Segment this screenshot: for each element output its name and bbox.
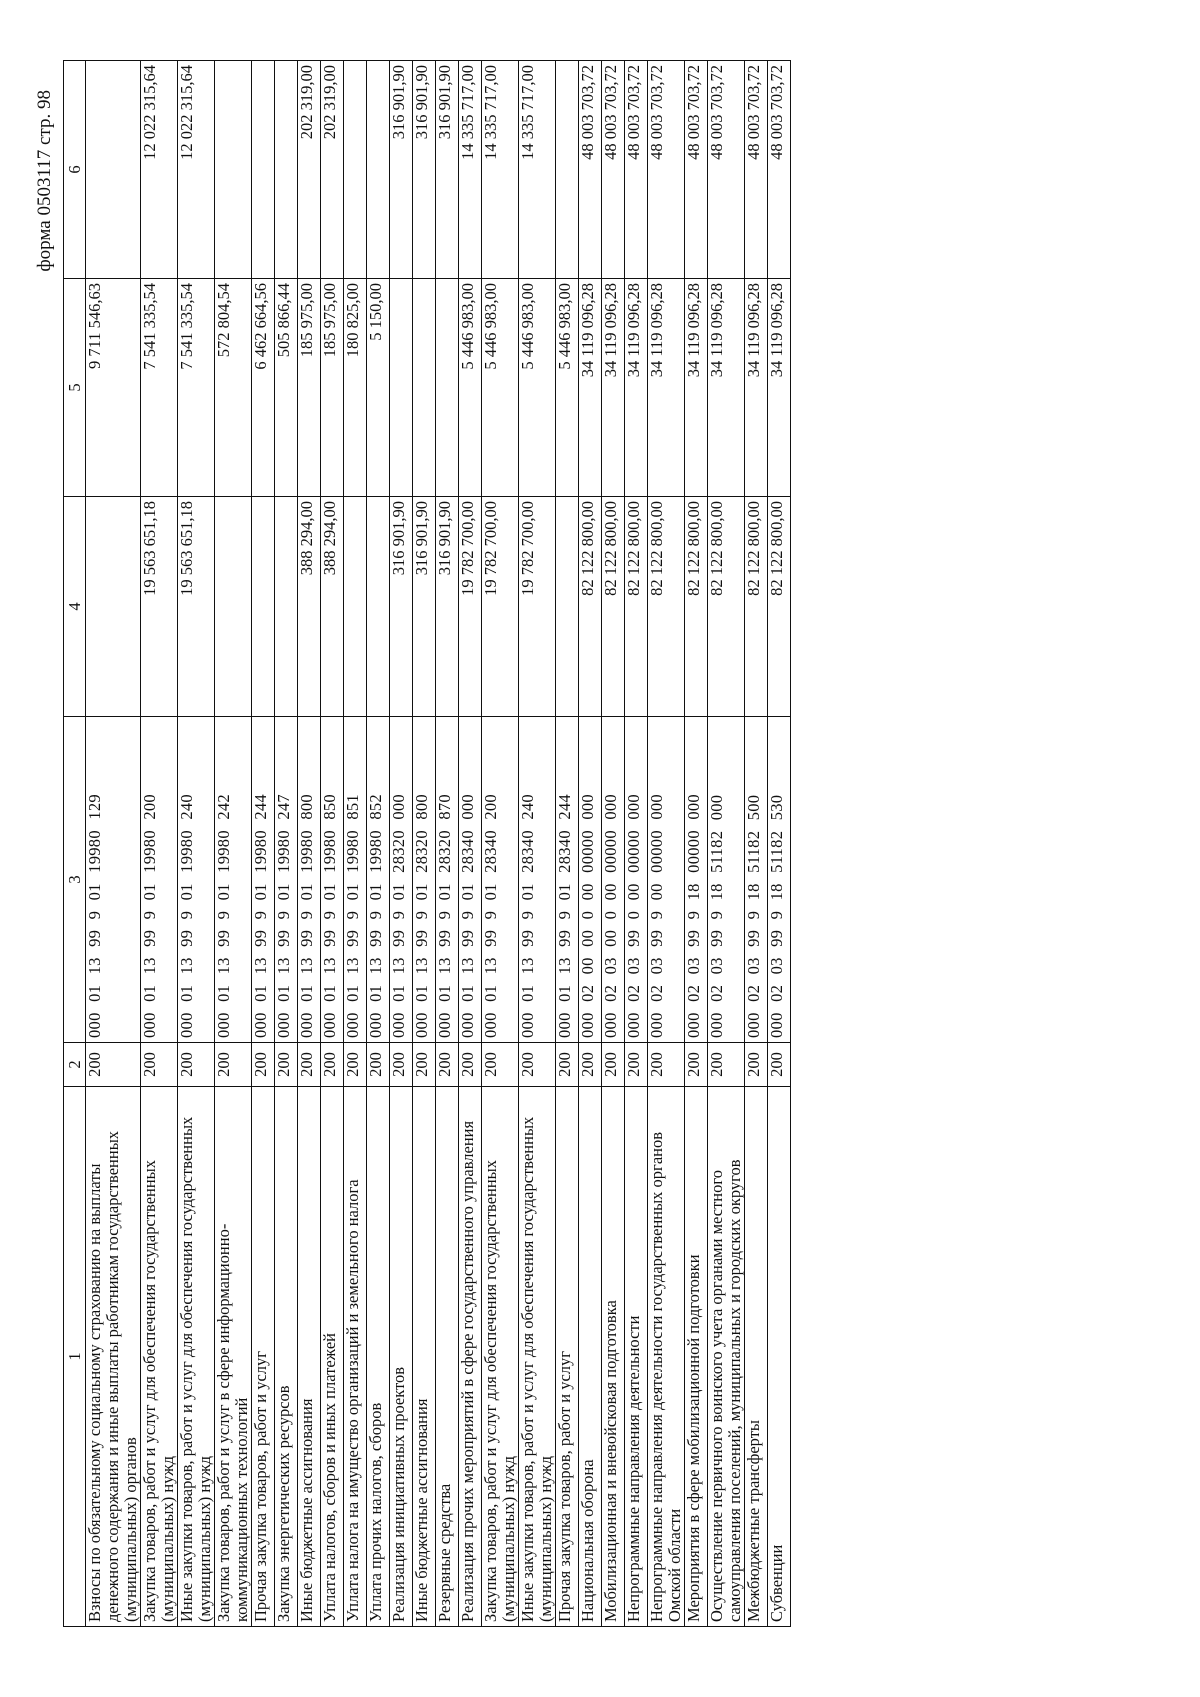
row-name-cell: Иные закупки товаров, работ и услуг для обеспечения государственных (муниципальных) нужд	[178, 1087, 215, 1627]
unexecuted-amount-cell: 14 335 717,00	[519, 61, 556, 279]
row-code-cell: 200	[579, 1043, 602, 1087]
row-code-cell: 200	[252, 1043, 275, 1087]
budget-code-cell: 000 01 13 99 9 01 28340 240	[519, 717, 556, 1043]
budget-code-cell: 000 01 13 99 9 01 19980 244	[252, 717, 275, 1043]
unexecuted-amount-cell: 316 901,90	[436, 61, 459, 279]
approved-amount-cell: 82 122 800,00	[708, 497, 745, 717]
row-name-cell: Мероприятия в сфере мобилизационной подготовки	[685, 1087, 708, 1627]
table-row	[390, 61, 413, 1627]
approved-amount-cell: 388 294,00	[321, 497, 344, 717]
column-header: 1	[64, 1087, 86, 1627]
row-code-cell: 200	[745, 1043, 768, 1087]
report-table	[63, 60, 791, 1627]
approved-amount-cell	[556, 497, 579, 717]
approved-amount-cell: 316 901,90	[390, 497, 413, 717]
row-name-cell: Взносы по обязательному социальному страхованию на выплаты денежного содержания и иные выплаты работникам государственных (муниципальных) органов	[86, 1087, 141, 1627]
unexecuted-amount-cell	[367, 61, 390, 279]
approved-amount-cell: 19 563 651,18	[178, 497, 215, 717]
table-row	[685, 61, 708, 1627]
budget-code-cell: 000 02 03 99 9 18 00000 000	[685, 717, 708, 1043]
table-row	[298, 61, 321, 1627]
executed-amount-cell: 9 711 546,63	[86, 279, 141, 497]
table-row	[625, 61, 648, 1627]
row-name-cell: Иные бюджетные ассигнования	[298, 1087, 321, 1627]
unexecuted-amount-cell: 202 319,00	[321, 61, 344, 279]
approved-amount-cell: 388 294,00	[298, 497, 321, 717]
row-code-cell: 200	[459, 1043, 482, 1087]
budget-code-cell: 000 02 03 99 9 18 51182 500	[745, 717, 768, 1043]
executed-amount-cell: 7 541 335,54	[141, 279, 178, 497]
approved-amount-cell: 19 782 700,00	[459, 497, 482, 717]
row-code-cell: 200	[602, 1043, 625, 1087]
approved-amount-cell: 19 782 700,00	[482, 497, 519, 717]
table-row	[579, 61, 602, 1627]
executed-amount-cell: 34 119 096,28	[579, 279, 602, 497]
executed-amount-cell: 34 119 096,28	[602, 279, 625, 497]
row-name-cell: Прочая закупка товаров, работ и услуг	[556, 1087, 579, 1627]
row-code-cell: 200	[413, 1043, 436, 1087]
approved-amount-cell	[86, 497, 141, 717]
unexecuted-amount-cell	[86, 61, 141, 279]
row-code-cell: 200	[436, 1043, 459, 1087]
row-code-cell: 200	[708, 1043, 745, 1087]
row-code-cell: 200	[625, 1043, 648, 1087]
approved-amount-cell: 316 901,90	[436, 497, 459, 717]
executed-amount-cell	[413, 279, 436, 497]
approved-amount-cell	[275, 497, 298, 717]
table-row	[745, 61, 768, 1627]
executed-amount-cell: 180 825,00	[344, 279, 367, 497]
row-code-cell: 200	[685, 1043, 708, 1087]
row-code-cell: 200	[519, 1043, 556, 1087]
column-header: 2	[64, 1043, 86, 1087]
unexecuted-amount-cell: 48 003 703,72	[768, 61, 791, 279]
table-row	[459, 61, 482, 1627]
budget-code-cell: 000 01 13 99 9 01 28340 244	[556, 717, 579, 1043]
executed-amount-cell	[390, 279, 413, 497]
approved-amount-cell	[215, 497, 252, 717]
unexecuted-amount-cell: 48 003 703,72	[685, 61, 708, 279]
row-name-cell: Закупка товаров, работ и услуг в сфере информационно-коммуникационных технологий	[215, 1087, 252, 1627]
unexecuted-amount-cell: 316 901,90	[413, 61, 436, 279]
executed-amount-cell: 34 119 096,28	[648, 279, 685, 497]
table-row	[367, 61, 390, 1627]
budget-code-cell: 000 01 13 99 9 01 19980 129	[86, 717, 141, 1043]
budget-code-cell: 000 01 13 99 9 01 28340 000	[459, 717, 482, 1043]
approved-amount-cell: 82 122 800,00	[745, 497, 768, 717]
table-row	[482, 61, 519, 1627]
column-header: 3	[64, 717, 86, 1043]
budget-code-cell: 000 01 13 99 9 01 19980 200	[141, 717, 178, 1043]
row-code-cell: 200	[344, 1043, 367, 1087]
row-code-cell: 200	[275, 1043, 298, 1087]
executed-amount-cell: 185 975,00	[298, 279, 321, 497]
unexecuted-amount-cell: 48 003 703,72	[579, 61, 602, 279]
approved-amount-cell: 82 122 800,00	[579, 497, 602, 717]
row-code-cell: 200	[390, 1043, 413, 1087]
row-code-cell: 200	[215, 1043, 252, 1087]
budget-code-cell: 000 01 13 99 9 01 28320 000	[390, 717, 413, 1043]
unexecuted-amount-cell: 14 335 717,00	[482, 61, 519, 279]
unexecuted-amount-cell	[556, 61, 579, 279]
budget-code-cell: 000 01 13 99 9 01 19980 242	[215, 717, 252, 1043]
budget-code-cell: 000 02 00 00 0 00 00000 000	[579, 717, 602, 1043]
column-header: 4	[64, 497, 86, 717]
budget-code-cell: 000 02 03 99 9 18 51182 530	[768, 717, 791, 1043]
executed-amount-cell: 34 119 096,28	[685, 279, 708, 497]
row-name-cell: Резервные средства	[436, 1087, 459, 1627]
table-row	[86, 61, 141, 1627]
row-name-cell: Закупка энергетических ресурсов	[275, 1087, 298, 1627]
approved-amount-cell	[367, 497, 390, 717]
approved-amount-cell: 19 563 651,18	[141, 497, 178, 717]
table-row	[344, 61, 367, 1627]
executed-amount-cell: 5 446 983,00	[459, 279, 482, 497]
approved-amount-cell: 19 782 700,00	[519, 497, 556, 717]
executed-amount-cell: 34 119 096,28	[625, 279, 648, 497]
row-code-cell: 200	[298, 1043, 321, 1087]
approved-amount-cell	[344, 497, 367, 717]
unexecuted-amount-cell: 48 003 703,72	[625, 61, 648, 279]
approved-amount-cell: 316 901,90	[413, 497, 436, 717]
row-code-cell: 200	[178, 1043, 215, 1087]
table-row	[602, 61, 625, 1627]
row-code-cell: 200	[141, 1043, 178, 1087]
executed-amount-cell: 505 866,44	[275, 279, 298, 497]
table-row	[252, 61, 275, 1627]
table-row	[556, 61, 579, 1627]
table-row	[321, 61, 344, 1627]
approved-amount-cell: 82 122 800,00	[625, 497, 648, 717]
form-label: форма 0503117 стр. 98	[34, 90, 55, 272]
budget-code-cell: 000 01 13 99 9 01 28320 870	[436, 717, 459, 1043]
column-header: 6	[64, 61, 86, 279]
row-name-cell: Иные закупки товаров, работ и услуг для обеспечения государственных (муниципальных) нужд	[519, 1087, 556, 1627]
table-row	[708, 61, 745, 1627]
approved-amount-cell: 82 122 800,00	[685, 497, 708, 717]
row-name-cell: Межбюджетные трансферты	[745, 1087, 768, 1627]
row-name-cell: Субвенции	[768, 1087, 791, 1627]
row-name-cell: Реализация прочих мероприятий в сфере государственного управления	[459, 1087, 482, 1627]
row-code-cell: 200	[367, 1043, 390, 1087]
budget-code-cell: 000 02 03 99 0 00 00000 000	[625, 717, 648, 1043]
column-header: 5	[64, 279, 86, 497]
approved-amount-cell	[252, 497, 275, 717]
budget-code-cell: 000 01 13 99 9 01 19980 247	[275, 717, 298, 1043]
table-row	[215, 61, 252, 1627]
executed-amount-cell: 5 446 983,00	[482, 279, 519, 497]
approved-amount-cell: 82 122 800,00	[648, 497, 685, 717]
approved-amount-cell: 82 122 800,00	[602, 497, 625, 717]
table-row	[275, 61, 298, 1627]
unexecuted-amount-cell: 12 022 315,64	[178, 61, 215, 279]
executed-amount-cell: 34 119 096,28	[745, 279, 768, 497]
table-row	[141, 61, 178, 1627]
column-number-row	[64, 61, 86, 1627]
table-row	[436, 61, 459, 1627]
unexecuted-amount-cell	[215, 61, 252, 279]
budget-code-cell: 000 01 13 99 9 01 28340 200	[482, 717, 519, 1043]
table-row	[648, 61, 685, 1627]
unexecuted-amount-cell: 316 901,90	[390, 61, 413, 279]
executed-amount-cell: 34 119 096,28	[768, 279, 791, 497]
row-name-cell: Прочая закупка товаров, работ и услуг	[252, 1087, 275, 1627]
budget-code-cell: 000 01 13 99 9 01 19980 240	[178, 717, 215, 1043]
executed-amount-cell: 5 446 983,00	[519, 279, 556, 497]
budget-code-cell: 000 01 13 99 9 01 28320 800	[413, 717, 436, 1043]
unexecuted-amount-cell: 48 003 703,72	[745, 61, 768, 279]
row-code-cell: 200	[482, 1043, 519, 1087]
row-name-cell: Уплата налога на имущество организаций и земельного налога	[344, 1087, 367, 1627]
table-row	[519, 61, 556, 1627]
executed-amount-cell: 185 975,00	[321, 279, 344, 497]
table-row	[178, 61, 215, 1627]
budget-code-cell: 000 02 03 00 0 00 00000 000	[602, 717, 625, 1043]
row-name-cell: Реализация инициативных проектов	[390, 1087, 413, 1627]
unexecuted-amount-cell: 14 335 717,00	[459, 61, 482, 279]
unexecuted-amount-cell	[344, 61, 367, 279]
budget-code-cell: 000 01 13 99 9 01 19980 851	[344, 717, 367, 1043]
budget-code-cell: 000 02 03 99 9 00 00000 000	[648, 717, 685, 1043]
row-name-cell: Закупка товаров, работ и услуг для обеспечения государственных (муниципальных) нужд	[141, 1087, 178, 1627]
row-code-cell: 200	[768, 1043, 791, 1087]
executed-amount-cell: 6 462 664,56	[252, 279, 275, 497]
table-row	[413, 61, 436, 1627]
row-name-cell: Осуществление первичного воинского учета органами местного самоуправления поселений, муниципальных и городских округов	[708, 1087, 745, 1627]
executed-amount-cell: 572 804,54	[215, 279, 252, 497]
row-name-cell: Иные бюджетные ассигнования	[413, 1087, 436, 1627]
budget-code-cell: 000 01 13 99 9 01 19980 852	[367, 717, 390, 1043]
row-code-cell: 200	[86, 1043, 141, 1087]
approved-amount-cell: 82 122 800,00	[768, 497, 791, 717]
executed-amount-cell: 34 119 096,28	[708, 279, 745, 497]
unexecuted-amount-cell: 202 319,00	[298, 61, 321, 279]
executed-amount-cell: 5 150,00	[367, 279, 390, 497]
row-name-cell: Национальная оборона	[579, 1087, 602, 1627]
unexecuted-amount-cell: 12 022 315,64	[141, 61, 178, 279]
row-name-cell: Уплата прочих налогов, сборов	[367, 1087, 390, 1627]
executed-amount-cell: 5 446 983,00	[556, 279, 579, 497]
row-name-cell: Непрограммные направления деятельности государственных органов Омской области	[648, 1087, 685, 1627]
executed-amount-cell: 7 541 335,54	[178, 279, 215, 497]
unexecuted-amount-cell	[252, 61, 275, 279]
unexecuted-amount-cell: 48 003 703,72	[708, 61, 745, 279]
budget-code-cell: 000 01 13 99 9 01 19980 850	[321, 717, 344, 1043]
row-code-cell: 200	[556, 1043, 579, 1087]
row-code-cell: 200	[648, 1043, 685, 1087]
row-code-cell: 200	[321, 1043, 344, 1087]
unexecuted-amount-cell	[275, 61, 298, 279]
unexecuted-amount-cell: 48 003 703,72	[648, 61, 685, 279]
budget-code-cell: 000 01 13 99 9 01 19980 800	[298, 717, 321, 1043]
unexecuted-amount-cell: 48 003 703,72	[602, 61, 625, 279]
row-name-cell: Уплата налогов, сборов и иных платежей	[321, 1087, 344, 1627]
table-row	[768, 61, 791, 1627]
row-name-cell: Закупка товаров, работ и услуг для обеспечения государственных (муниципальных) нужд	[482, 1087, 519, 1627]
executed-amount-cell	[436, 279, 459, 497]
row-name-cell: Мобилизационная и вневойсковая подготовка	[602, 1087, 625, 1627]
budget-code-cell: 000 02 03 99 9 18 51182 000	[708, 717, 745, 1043]
row-name-cell: Непрограммные направления деятельности	[625, 1087, 648, 1627]
